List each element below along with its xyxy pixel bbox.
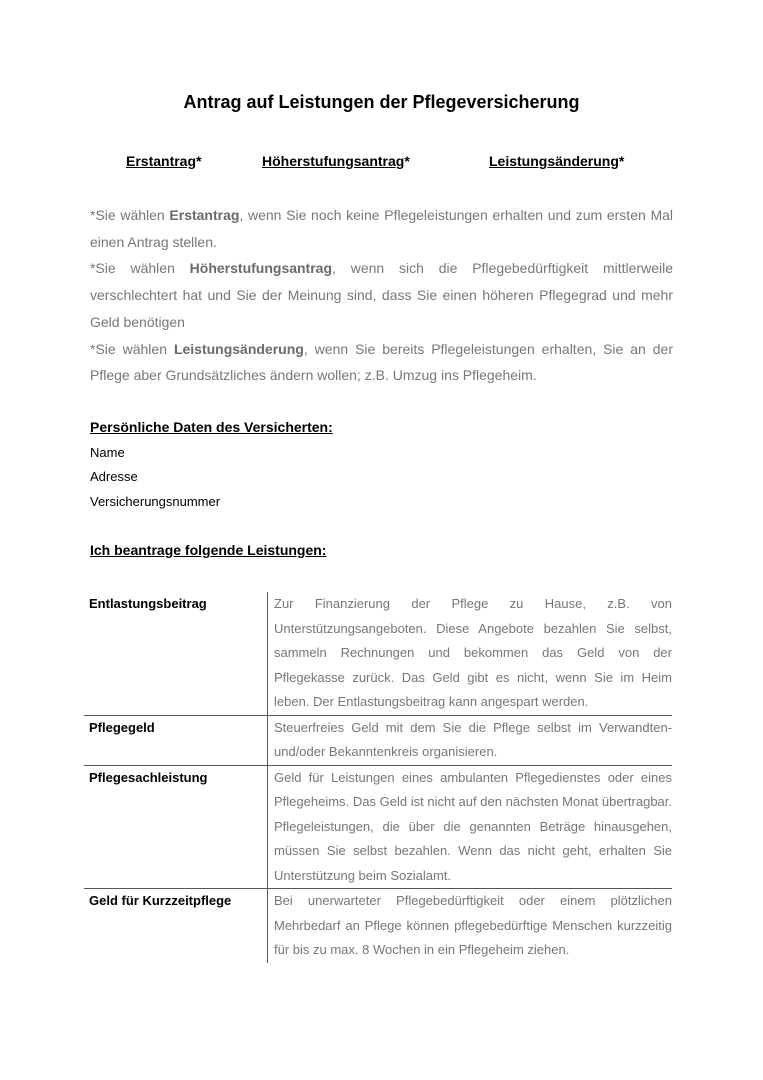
benefit-description: Bei unerwarteter Pflegebedürftigkeit oder einem plötzlichen Mehrbedarf an Pflege können pflegebedürftige Menschen kurzzeitig für bis zu max. 8 Wochen in ein Pflegeheim ziehen. bbox=[268, 889, 673, 963]
option-label: Höherstufungsantrag bbox=[262, 153, 405, 169]
page-title: Antrag auf Leistungen der Pflegeversicherung bbox=[183, 92, 580, 112]
explanation-text bbox=[90, 202, 673, 389]
benefit-row[interactable] bbox=[84, 715, 672, 765]
field-address: Adresse bbox=[90, 469, 138, 484]
explanation-prefix: *Sie wählen bbox=[90, 260, 190, 277]
explanation-erstantrag bbox=[90, 202, 673, 255]
benefit-row[interactable] bbox=[84, 592, 672, 715]
explanation-term: Erstantrag bbox=[169, 207, 240, 223]
benefits-table bbox=[84, 592, 672, 963]
benefit-description: Zur Finanzierung der Pflege zu Hause, z.B. von Unterstützungsangeboten. Diese Angebote bezahlen Sie selbst, sammeln Rechnungen und bekommen das Geld von der Pflegekasse zurück. Das Geld gibt es nicht, wenn Sie im Heim leben. Der Entlastungsbeitrag kann angespart werden. bbox=[268, 592, 673, 715]
explanation-term: Leistungsänderung bbox=[173, 340, 304, 357]
benefit-row[interactable] bbox=[84, 889, 672, 963]
option-label: Leistungsänderung bbox=[489, 153, 619, 169]
benefits-heading: Ich beantrage folgende Leistungen: bbox=[90, 542, 327, 558]
explanation-hoeherstufung bbox=[90, 255, 673, 335]
explanation-prefix: *Sie wählen bbox=[90, 340, 174, 357]
field-insurance-number: Versicherungsnummer bbox=[90, 494, 221, 509]
field-name: Name bbox=[90, 445, 125, 460]
benefit-name: Entlastungsbeitrag bbox=[89, 596, 207, 611]
option-mark: * bbox=[196, 153, 202, 169]
option-erstantrag[interactable] bbox=[126, 153, 201, 169]
benefit-name: Pflegegeld bbox=[84, 715, 268, 765]
personal-data-heading: Persönliche Daten des Versicherten: bbox=[90, 419, 333, 435]
benefit-description: Geld für Leistungen eines ambulanten Pflegedienstes oder eines Pflegeheims. Das Geld ist nicht auf den nächsten Monat übertragbar. Pflegeleistungen, die über die genannten Beträge hinausgehen, müssen Sie selbst bezahlen. Wenn das nicht geht, erhalten Sie Unterstützung beim Sozialamt. bbox=[268, 765, 673, 889]
explanation-term: Höherstufungsantrag bbox=[189, 260, 333, 277]
benefit-name: Pflegesachleistung bbox=[84, 765, 268, 889]
explanation-body: , wenn Sie bereits Pflegeleistungen erhalten, Sie an der Pflege aber Grundsätzliches ändern wollen; z.B. Umzug ins Pflegeheim. bbox=[90, 340, 674, 384]
option-label: Erstantrag bbox=[126, 153, 197, 169]
explanation-body: , wenn Sie noch keine Pflegeleistungen erhalten und zum ersten Mal einen Antrag stellen. bbox=[90, 207, 673, 250]
benefit-description: Steuerfreies Geld mit dem Sie die Pflege selbst im Verwandten- und/oder Bekanntenkreis organisieren. bbox=[268, 715, 673, 765]
option-leistungsaenderung[interactable] bbox=[489, 153, 624, 169]
benefit-row[interactable] bbox=[84, 765, 672, 889]
option-hoeherstufungsantrag[interactable] bbox=[262, 153, 410, 169]
explanation-prefix: *Sie wählen bbox=[90, 207, 170, 223]
explanation-body: , wenn sich die Pflegebedürftigkeit mittlerweile verschlechtert hat und Sie der Meinung sind, dass Sie einen höheren Pflegegrad und mehr Geld benötigen bbox=[90, 260, 673, 330]
option-mark: * bbox=[618, 153, 625, 169]
option-mark: * bbox=[404, 153, 410, 169]
explanation-leistungsaenderung bbox=[90, 336, 673, 389]
benefit-name: Geld für Kurzzeitpflege bbox=[84, 889, 268, 963]
